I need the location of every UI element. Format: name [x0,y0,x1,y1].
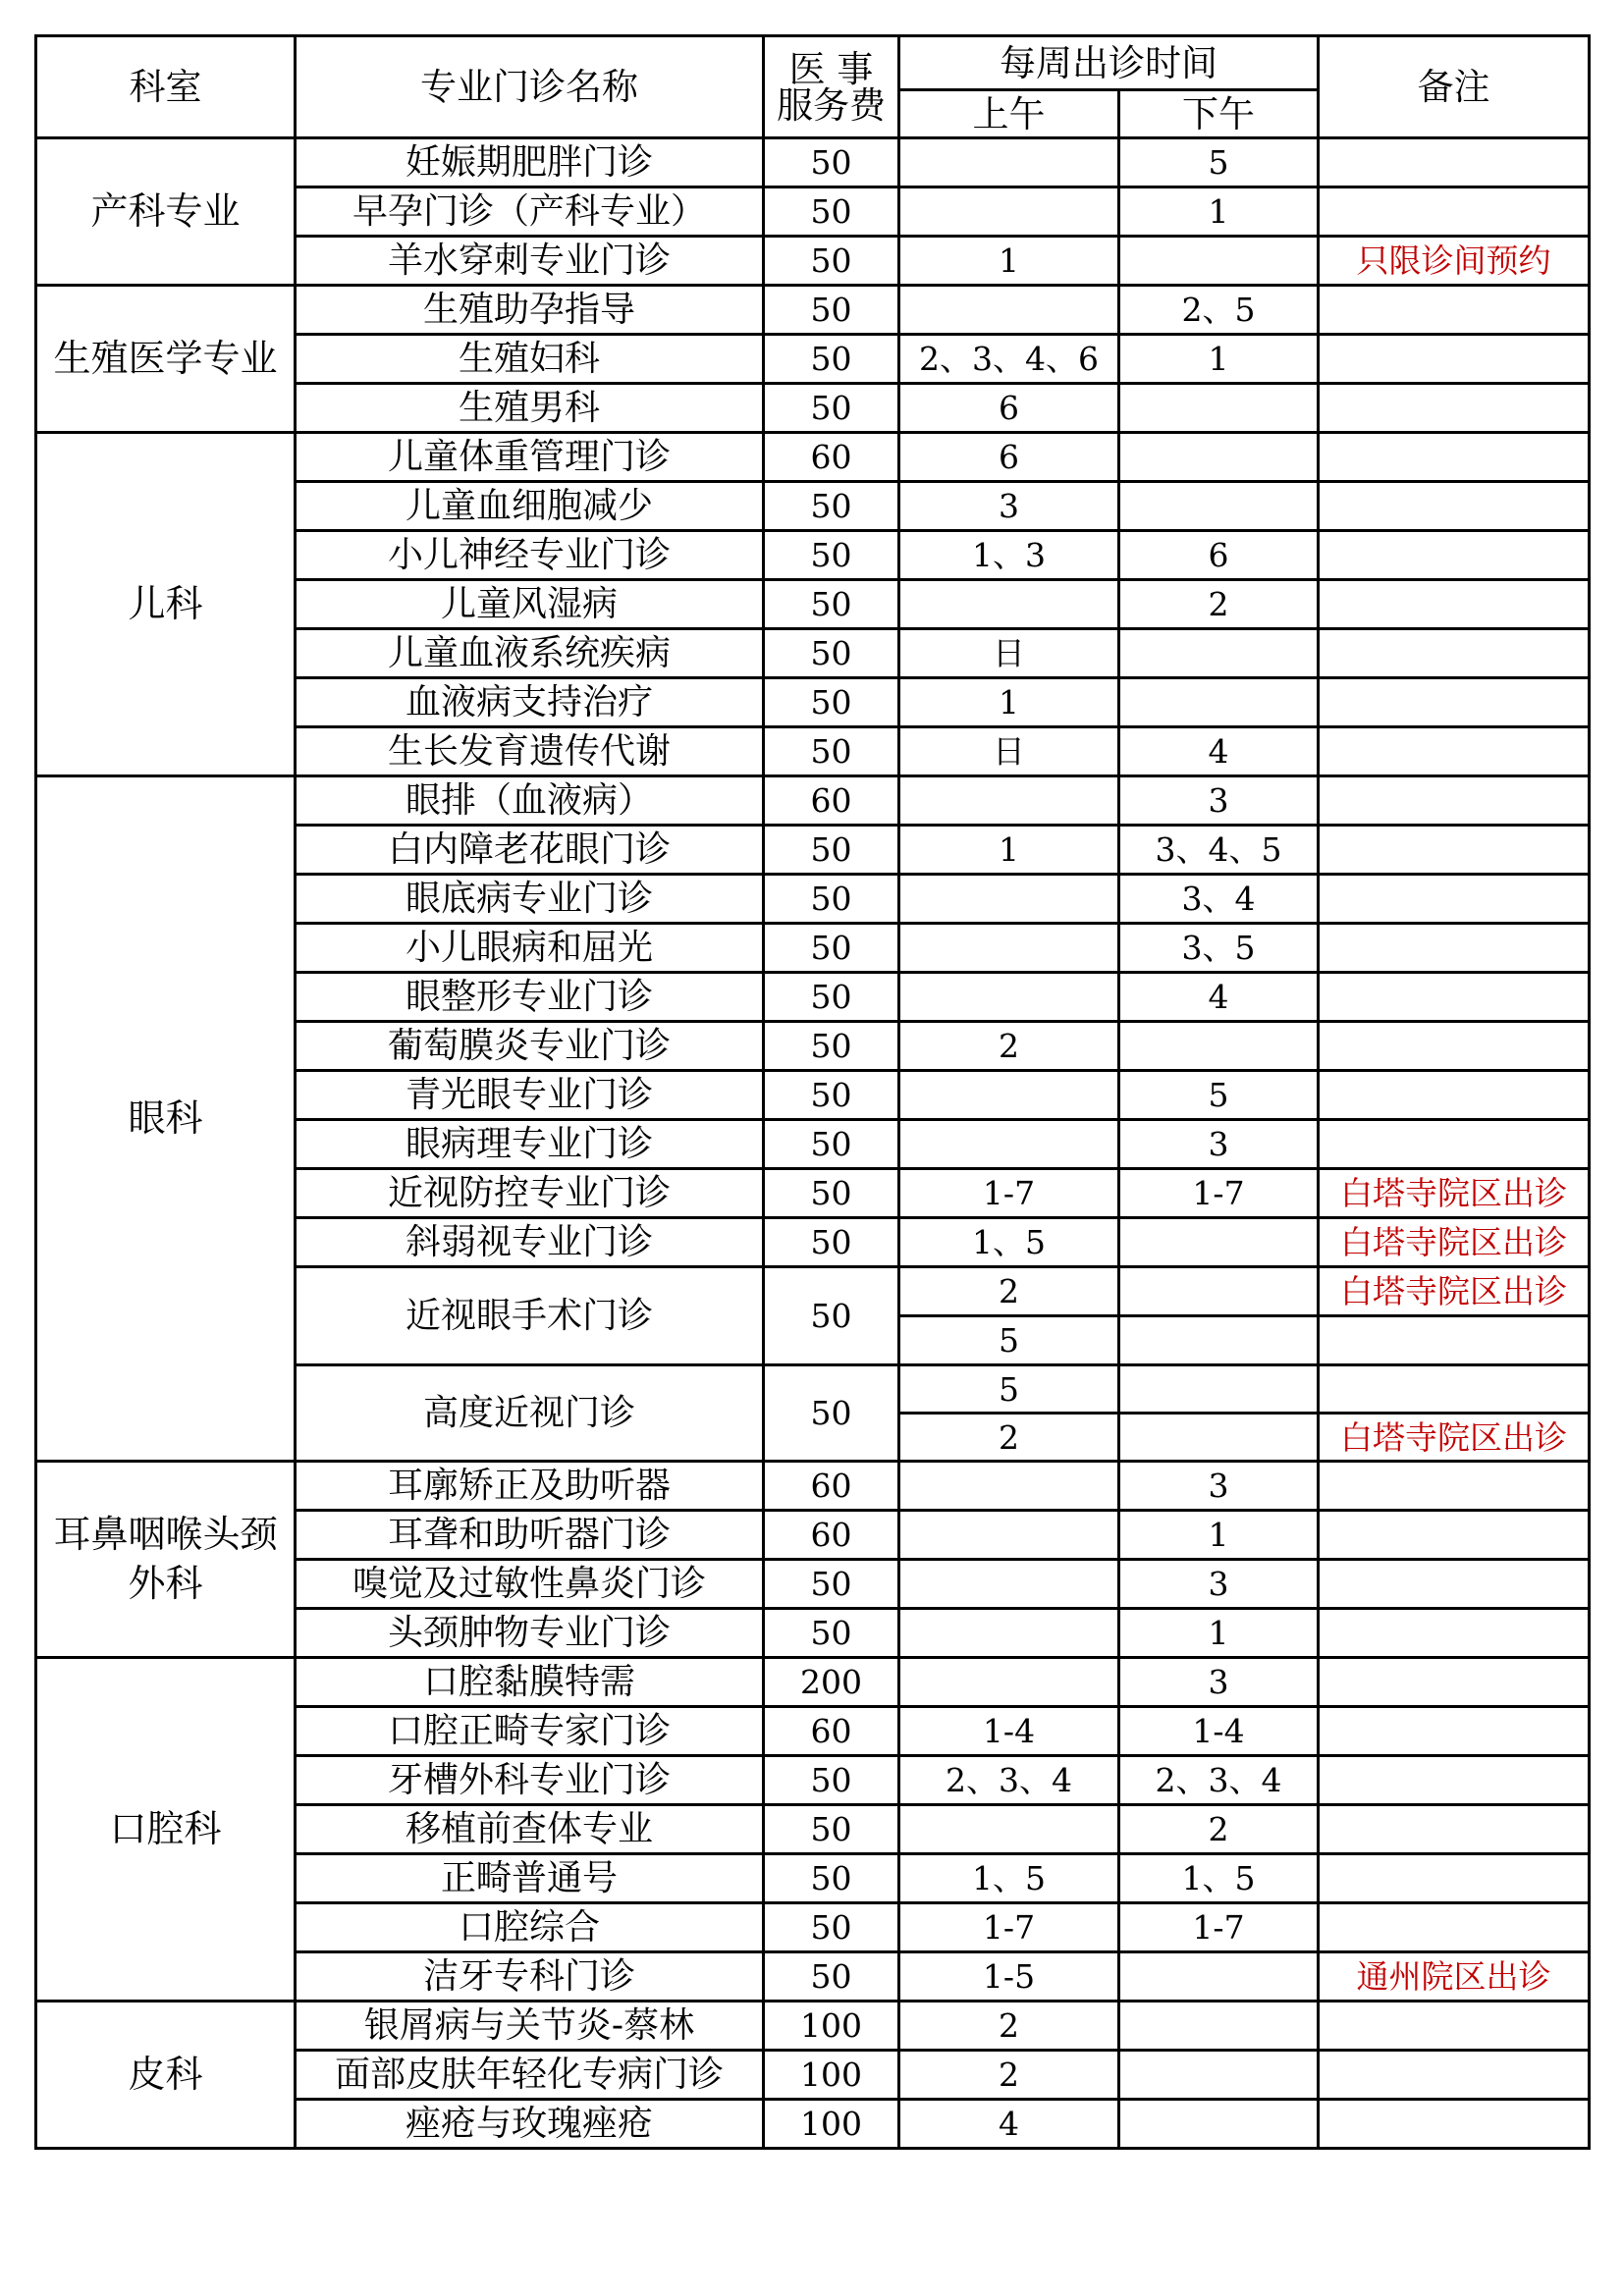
pm-cell: 5 [1119,138,1319,187]
pm-cell: 5 [1119,1071,1319,1120]
pm-cell [1119,2051,1319,2100]
clinic-name-cell: 口腔黏膜特需 [296,1658,764,1707]
clinic-name-cell: 儿童血液系统疾病 [296,629,764,678]
fee-cell: 50 [764,1365,899,1462]
pm-cell: 3、4 [1119,875,1319,924]
fee-cell: 50 [764,1805,899,1854]
note-cell [1319,727,1590,776]
note-cell [1319,1022,1590,1071]
am-cell: 2 [899,2002,1119,2051]
note-cell [1319,482,1590,531]
fee-cell: 50 [764,1756,899,1805]
am-cell [899,1462,1119,1511]
fee-cell: 100 [764,2002,899,2051]
clinic-name-cell: 生殖妇科 [296,335,764,384]
pm-cell: 3 [1119,1120,1319,1169]
clinic-name-cell: 面部皮肤年轻化专病门诊 [296,2051,764,2100]
note-cell [1319,629,1590,678]
pm-cell: 3 [1119,1462,1319,1511]
pm-cell [1119,629,1319,678]
note-cell [1319,335,1590,384]
pm-cell: 2、3、4 [1119,1756,1319,1805]
pm-cell: 3、4、5 [1119,826,1319,875]
clinic-name-cell: 嗅觉及过敏性鼻炎门诊 [296,1560,764,1609]
fee-cell: 50 [764,531,899,580]
am-cell [899,187,1119,237]
clinic-name-cell: 早孕门诊（产科专业） [296,187,764,237]
fee-cell: 50 [764,482,899,531]
header-schedule: 每周出诊时间 [899,36,1319,90]
clinic-name-cell: 头颈肿物专业门诊 [296,1609,764,1658]
note-cell [1319,1707,1590,1756]
note-cell [1319,138,1590,187]
fee-cell: 50 [764,384,899,433]
clinic-name-cell: 口腔综合 [296,1903,764,1952]
am-cell: 日 [899,727,1119,776]
header-clinic-name: 专业门诊名称 [296,36,764,138]
header-fee [764,36,899,138]
clinic-name-cell: 眼整形专业门诊 [296,973,764,1022]
pm-cell [1119,1365,1319,1414]
am-cell: 1、5 [899,1854,1119,1903]
pm-cell: 1-7 [1119,1169,1319,1218]
fee-cell: 50 [764,1854,899,1903]
note-cell [1319,826,1590,875]
am-cell: 6 [899,433,1119,482]
table-row [36,1462,1590,1511]
clinic-name-cell: 眼排（血液病） [296,776,764,826]
pm-cell: 1-7 [1119,1903,1319,1952]
pm-cell: 3 [1119,1658,1319,1707]
clinic-name-cell: 白内障老花眼门诊 [296,826,764,875]
note-cell [1319,1903,1590,1952]
am-cell: 4 [899,2100,1119,2149]
am-cell: 2、3、4 [899,1756,1119,1805]
am-cell [899,1071,1119,1120]
pm-cell: 2 [1119,580,1319,629]
pm-cell: 1 [1119,335,1319,384]
note-cell [1319,1462,1590,1511]
am-cell: 1-4 [899,1707,1119,1756]
clinic-name-cell: 血液病支持治疗 [296,678,764,727]
pm-cell [1119,1952,1319,2002]
table-row [36,1658,1590,1707]
clinic-name-cell: 妊娠期肥胖门诊 [296,138,764,187]
clinic-name-cell: 小儿神经专业门诊 [296,531,764,580]
clinic-schedule-table [34,34,1591,2150]
pm-cell [1119,2002,1319,2051]
note-cell [1319,384,1590,433]
header-pm: 下午 [1119,90,1319,138]
fee-cell: 50 [764,826,899,875]
dept-cell: 皮科 [36,2002,296,2149]
dept-cell: 生殖医学专业 [36,286,296,433]
fee-cell: 50 [764,1071,899,1120]
fee-cell: 50 [764,678,899,727]
pm-cell [1119,1022,1319,1071]
fee-cell: 50 [764,1609,899,1658]
pm-cell [1119,384,1319,433]
fee-cell: 100 [764,2051,899,2100]
note-cell [1319,776,1590,826]
note-cell [1319,531,1590,580]
am-cell [899,138,1119,187]
note-cell [1319,2100,1590,2149]
clinic-name-cell: 生殖男科 [296,384,764,433]
note-cell [1319,580,1590,629]
am-cell: 1-5 [899,1952,1119,2002]
fee-cell: 200 [764,1658,899,1707]
am-cell: 1-7 [899,1903,1119,1952]
pm-cell: 1-4 [1119,1707,1319,1756]
note-cell: 白塔寺院区出诊 [1319,1414,1590,1462]
am-cell [899,1511,1119,1560]
clinic-name-cell: 青光眼专业门诊 [296,1071,764,1120]
pm-cell [1119,1218,1319,1267]
fee-cell: 50 [764,1560,899,1609]
clinic-name-cell: 眼病理专业门诊 [296,1120,764,1169]
clinic-name-cell: 正畸普通号 [296,1854,764,1903]
fee-cell: 60 [764,1462,899,1511]
fee-cell: 50 [764,1120,899,1169]
am-cell [899,924,1119,973]
fee-cell: 60 [764,776,899,826]
table-row [36,286,1590,335]
am-cell [899,1120,1119,1169]
header-am: 上午 [899,90,1119,138]
note-cell [1319,2002,1590,2051]
am-cell: 5 [899,1365,1119,1414]
am-cell: 1 [899,826,1119,875]
am-cell [899,286,1119,335]
clinic-name-cell: 葡萄膜炎专业门诊 [296,1022,764,1071]
pm-cell [1119,433,1319,482]
note-cell [1319,286,1590,335]
table-row [36,776,1590,826]
note-cell [1319,187,1590,237]
clinic-name-cell: 小儿眼病和屈光 [296,924,764,973]
fee-cell: 50 [764,237,899,286]
note-cell [1319,1658,1590,1707]
clinic-name-cell: 斜弱视专业门诊 [296,1218,764,1267]
note-cell: 白塔寺院区出诊 [1319,1169,1590,1218]
note-cell [1319,1805,1590,1854]
pm-cell: 4 [1119,973,1319,1022]
note-cell [1319,1560,1590,1609]
am-cell: 1-7 [899,1169,1119,1218]
fee-cell: 100 [764,2100,899,2149]
note-cell: 只限诊间预约 [1319,237,1590,286]
clinic-name-cell: 近视眼手术门诊 [296,1267,764,1365]
note-cell [1319,2051,1590,2100]
pm-cell: 1 [1119,187,1319,237]
fee-cell: 50 [764,187,899,237]
note-cell [1319,433,1590,482]
table-row [36,138,1590,187]
am-cell: 1、5 [899,1218,1119,1267]
fee-cell: 50 [764,1022,899,1071]
pm-cell [1119,1316,1319,1365]
clinic-name-cell: 羊水穿刺专业门诊 [296,237,764,286]
note-cell [1319,1316,1590,1365]
pm-cell: 6 [1119,531,1319,580]
clinic-name-cell: 牙槽外科专业门诊 [296,1756,764,1805]
note-cell [1319,1756,1590,1805]
note-cell [1319,973,1590,1022]
fee-cell: 50 [764,973,899,1022]
dept-cell: 儿科 [36,433,296,776]
pm-cell: 3、5 [1119,924,1319,973]
am-cell: 6 [899,384,1119,433]
fee-cell: 50 [764,1952,899,2002]
pm-cell: 2 [1119,1805,1319,1854]
fee-cell: 60 [764,1511,899,1560]
fee-cell: 50 [764,924,899,973]
note-cell [1319,1609,1590,1658]
fee-cell: 60 [764,433,899,482]
fee-cell: 50 [764,1169,899,1218]
fee-cell: 50 [764,629,899,678]
note-cell [1319,1511,1590,1560]
clinic-name-cell: 口腔正畸专家门诊 [296,1707,764,1756]
am-cell [899,580,1119,629]
pm-cell [1119,678,1319,727]
pm-cell [1119,2100,1319,2149]
pm-cell: 1 [1119,1609,1319,1658]
am-cell: 2 [899,1022,1119,1071]
pm-cell: 2、5 [1119,286,1319,335]
am-cell [899,1658,1119,1707]
am-cell: 1 [899,237,1119,286]
am-cell: 1 [899,678,1119,727]
am-cell [899,1609,1119,1658]
dept-cell: 耳鼻咽喉头颈外科 [36,1462,296,1658]
pm-cell: 1、5 [1119,1854,1319,1903]
note-cell: 白塔寺院区出诊 [1319,1267,1590,1316]
header-fee-line1: 医 事 [788,47,874,90]
pm-cell: 4 [1119,727,1319,776]
fee-cell: 50 [764,1218,899,1267]
fee-cell: 50 [764,580,899,629]
clinic-name-cell: 移植前查体专业 [296,1805,764,1854]
header-note: 备注 [1319,36,1590,138]
am-cell [899,1805,1119,1854]
clinic-name-cell: 生殖助孕指导 [296,286,764,335]
pm-cell [1119,1414,1319,1462]
note-cell [1319,924,1590,973]
pm-cell [1119,482,1319,531]
note-cell [1319,875,1590,924]
pm-cell [1119,237,1319,286]
header-dept: 科室 [36,36,296,138]
note-cell [1319,1365,1590,1414]
note-cell: 通州院区出诊 [1319,1952,1590,2002]
clinic-name-cell: 耳廓矫正及助听器 [296,1462,764,1511]
clinic-name-cell: 儿童血细胞减少 [296,482,764,531]
fee-cell: 50 [764,138,899,187]
am-cell [899,875,1119,924]
dept-cell: 产科专业 [36,138,296,286]
fee-cell: 50 [764,875,899,924]
table-row [36,433,1590,482]
am-cell [899,776,1119,826]
am-cell: 3 [899,482,1119,531]
am-cell: 2、3、4、6 [899,335,1119,384]
pm-cell [1119,1267,1319,1316]
note-cell [1319,1120,1590,1169]
header-fee-line2: 服务费 [777,83,886,127]
clinic-name-cell: 儿童风湿病 [296,580,764,629]
dept-cell: 口腔科 [36,1658,296,2002]
am-cell [899,1560,1119,1609]
pm-cell: 1 [1119,1511,1319,1560]
clinic-name-cell: 近视防控专业门诊 [296,1169,764,1218]
note-cell [1319,1854,1590,1903]
fee-cell: 50 [764,286,899,335]
clinic-name-cell: 耳聋和助听器门诊 [296,1511,764,1560]
clinic-name-cell: 痤疮与玫瑰痤疮 [296,2100,764,2149]
am-cell: 2 [899,2051,1119,2100]
am-cell: 5 [899,1316,1119,1365]
table-row [36,2002,1590,2051]
clinic-name-cell: 眼底病专业门诊 [296,875,764,924]
fee-cell: 60 [764,1707,899,1756]
pm-cell: 3 [1119,1560,1319,1609]
note-cell [1319,1071,1590,1120]
clinic-name-cell: 洁牙专科门诊 [296,1952,764,2002]
dept-cell: 眼科 [36,776,296,1462]
clinic-name-cell: 高度近视门诊 [296,1365,764,1462]
table-body [36,138,1590,2149]
fee-cell: 50 [764,1267,899,1365]
note-cell [1319,678,1590,727]
fee-cell: 50 [764,727,899,776]
clinic-name-cell: 儿童体重管理门诊 [296,433,764,482]
am-cell: 2 [899,1414,1119,1462]
am-cell: 日 [899,629,1119,678]
am-cell: 2 [899,1267,1119,1316]
am-cell: 1、3 [899,531,1119,580]
fee-cell: 50 [764,335,899,384]
pm-cell: 3 [1119,776,1319,826]
clinic-name-cell: 生长发育遗传代谢 [296,727,764,776]
fee-cell: 50 [764,1903,899,1952]
clinic-name-cell: 银屑病与关节炎-蔡林 [296,2002,764,2051]
note-cell: 白塔寺院区出诊 [1319,1218,1590,1267]
am-cell [899,973,1119,1022]
